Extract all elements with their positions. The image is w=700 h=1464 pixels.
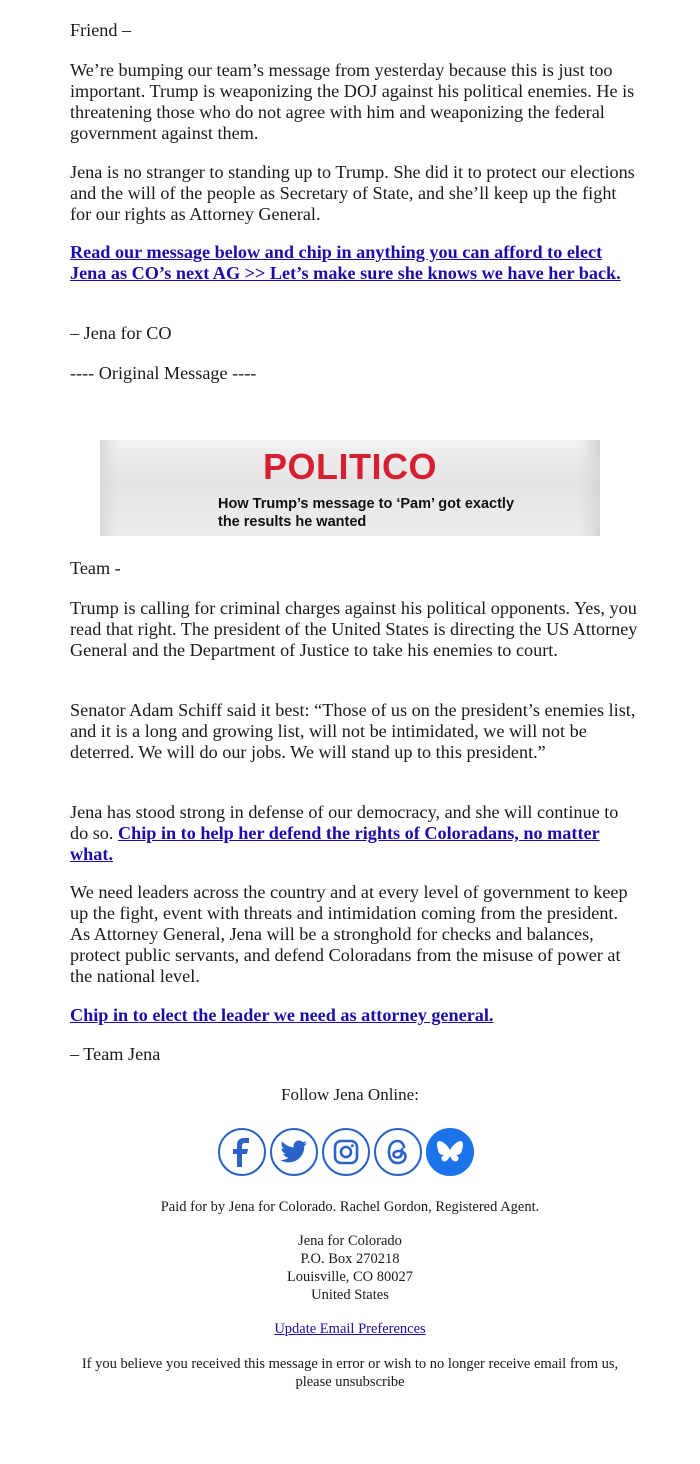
address-po-box: P.O. Box 270218 [300,1251,400,1267]
team-greeting: Team - [70,558,121,578]
instagram-icon[interactable] [322,1128,370,1176]
follow-label: Follow Jena Online: [281,1085,419,1104]
social-links [218,1128,478,1180]
original-paragraph-4: We need leaders across the country and at every level of government to keep up the fight, event with threats and intimidation coming from the president. As Attorney General, Jena will be a stronghold for checks and balances, protect public servants, and defend Coloradans from the misuse of power at the national level. [70,882,628,986]
original-paragraph-1: Trump is calling for criminal charges against his political opponents. Yes, you read that right. The president of the United States is directing the US Attorney General and the Department of Justice to take his enemies to court. [70,598,638,660]
banner-headline: How Trump’s message to ‘Pam’ got exactly the results he wanted [218,496,515,530]
unsubscribe-notice [0,1355,700,1391]
facebook-icon[interactable] [218,1128,266,1176]
paid-for-disclaimer: Paid for by Jena for Colorado. Rachel Gordon, Registered Agent. [160,1199,540,1215]
address-country: United States [311,1287,389,1303]
mailing-address [0,1232,700,1304]
unsubscribe-text[interactable]: If you believe you received this message in error or wish to no longer receive email from us, please unsubscribe [81,1356,619,1390]
intro-paragraph-2: Jena is no stranger to standing up to Trump. She did it to protect our elections and the will of the people as Secretary of State, and she’ll keep up the fight for our rights as Attorney General. [70,162,635,224]
greeting: Friend – [70,20,132,40]
update-preferences-row [0,1321,700,1338]
donate-link-intro[interactable]: Read our message below and chip in anything you can afford to elect Jena as CO’s next AG >> Let’s make sure she knows we have her back. [70,242,621,283]
update-email-preferences-link[interactable]: Update Email Preferences [274,1321,426,1337]
intro-signoff: – Jena for CO [70,323,172,343]
team-signoff: – Team Jena [70,1044,161,1064]
politico-banner-image [100,440,600,536]
address-name: Jena for Colorado [298,1233,402,1249]
politico-logo: POLITICO [263,446,437,487]
threads-icon[interactable] [374,1128,422,1176]
donate-link-defend[interactable]: Chip in to help her defend the rights of Coloradans, no matter what. [70,823,600,864]
twitter-icon[interactable] [270,1128,318,1176]
intro-cta-paragraph [70,242,640,284]
original-paragraph-2: Senator Adam Schiff said it best: “Those of us on the president’s enemies list, and it is a long and growing list, will not be intimidated, we will not be deterred. We will do our jobs. We will stand up to this president.” [70,700,636,762]
original-paragraph-3 [70,802,640,865]
paragraph-3-text: Jena has stood strong in defense of our democracy, and she will continue to do so. [70,802,619,843]
bluesky-icon[interactable] [426,1128,474,1176]
original-message-divider: ---- Original Message ---- [70,363,257,383]
donate-link-elect[interactable]: Chip in to elect the leader we need as attorney general. [70,1005,494,1025]
original-cta-paragraph [70,1005,640,1026]
address-city: Louisville, CO 80027 [286,1269,414,1285]
intro-paragraph-1: We’re bumping our team’s message from yesterday because this is just too important. Trump is weaponizing the DOJ against his political enemies. He is threatening those who do not agree with him and weaponizing the federal government against them. [70,60,635,143]
